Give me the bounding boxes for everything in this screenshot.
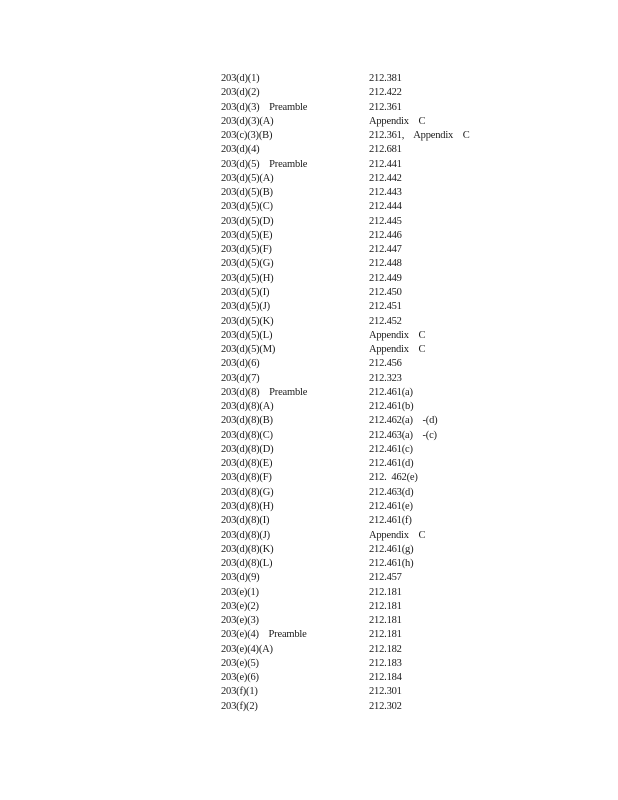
table-row	[221, 514, 521, 528]
statute-section-cell: 203(f)(2)	[221, 700, 258, 712]
table-row	[221, 386, 521, 400]
table-row	[221, 129, 521, 143]
regulation-section-cell: 212.361	[369, 101, 402, 113]
regulation-section-cell: 212.183	[369, 657, 402, 669]
statute-section-cell: 203(d)(5)(L)	[221, 329, 273, 341]
table-row	[221, 229, 521, 243]
table-row	[221, 586, 521, 600]
statute-section-cell: 203(d)(8)(F)	[221, 472, 272, 484]
regulation-section-cell: 212.448	[369, 258, 402, 270]
statute-section-cell: 203(d)(8)(K)	[221, 543, 274, 555]
regulation-section-cell: 212.447	[369, 244, 402, 256]
regulation-section-cell: 212.444	[369, 201, 402, 213]
statute-section-cell: 203(d)(8)(D)	[221, 443, 274, 455]
regulation-section-cell: 212.181	[369, 615, 402, 627]
statute-section-cell: 203(d)(5)(G)	[221, 258, 274, 270]
statute-section-cell: 203(d)(5)(C)	[221, 201, 273, 213]
statute-section-cell: 203(d)(6)	[221, 358, 260, 370]
statute-section-cell: 203(d)(5)(F)	[221, 244, 272, 256]
statute-section-cell: 203(d)(2)	[221, 87, 260, 99]
regulation-section-cell: 212.446	[369, 229, 402, 241]
statute-section-cell: 203(e)(4)(A)	[221, 643, 273, 655]
regulation-section-cell: 212.441	[369, 158, 402, 170]
regulation-section-cell: 212.451	[369, 301, 402, 313]
regulation-section-cell: 212.302	[369, 700, 402, 712]
table-row	[221, 86, 521, 100]
table-row	[221, 343, 521, 357]
regulation-section-cell: 212.461(f)	[369, 515, 412, 527]
table-row	[221, 486, 521, 500]
table-row	[221, 243, 521, 257]
regulation-section-cell: 212.301	[369, 686, 402, 698]
statute-section-cell: 203(d)(5)(B)	[221, 187, 273, 199]
table-row	[221, 272, 521, 286]
table-row	[221, 443, 521, 457]
statute-section-cell: 203(d)(8)(J)	[221, 529, 270, 541]
table-row	[221, 300, 521, 314]
statute-section-cell: 203(d)(5)(K)	[221, 315, 274, 327]
table-row	[221, 115, 521, 129]
table-row	[221, 643, 521, 657]
regulation-section-cell: 212.461(h)	[369, 558, 414, 570]
table-row	[221, 215, 521, 229]
table-row	[221, 600, 521, 614]
statute-section-cell: 203(d)(5)(M)	[221, 344, 276, 356]
cross-reference-table	[221, 72, 521, 714]
statute-section-cell: 203(d)(8)(B)	[221, 415, 273, 427]
table-row	[221, 614, 521, 628]
table-row	[221, 286, 521, 300]
table-row	[221, 200, 521, 214]
regulation-section-cell: 212.461(a)	[369, 386, 413, 398]
statute-section-cell: 203(d)(5)(H)	[221, 272, 274, 284]
statute-section-cell: 203(e)(5)	[221, 657, 259, 669]
table-row	[221, 557, 521, 571]
statute-section-cell: 203(d)(5)(D)	[221, 215, 274, 227]
statute-section-cell: 203(e)(1)	[221, 586, 259, 598]
regulation-section-cell: 212.461(c)	[369, 443, 413, 455]
statute-section-cell: 203(e)(4) Preamble	[221, 629, 307, 641]
statute-section-cell: 203(c)(3)(B)	[221, 130, 273, 142]
statute-section-cell: 203(f)(1)	[221, 686, 258, 698]
table-row	[221, 143, 521, 157]
table-row	[221, 500, 521, 514]
regulation-section-cell: 212.445	[369, 215, 402, 227]
statute-section-cell: 203(d)(4)	[221, 144, 260, 156]
statute-section-cell: 203(d)(8)(A)	[221, 401, 274, 413]
table-row	[221, 400, 521, 414]
regulation-section-cell: 212.461(d)	[369, 458, 414, 470]
table-row	[221, 414, 521, 428]
regulation-section-cell: 212.182	[369, 643, 402, 655]
regulation-section-cell: 212.361, Appendix C	[369, 130, 470, 142]
statute-section-cell: 203(d)(8)(H)	[221, 500, 274, 512]
statute-section-cell: 203(d)(8) Preamble	[221, 386, 308, 398]
regulation-section-cell: Appendix C	[369, 344, 426, 356]
statute-section-cell: 203(d)(5)(J)	[221, 301, 270, 313]
table-row	[221, 158, 521, 172]
statute-section-cell: 203(d)(5) Preamble	[221, 158, 308, 170]
statute-section-cell: 203(d)(1)	[221, 73, 260, 84]
regulation-section-cell: 212.443	[369, 187, 402, 199]
statute-section-cell: 203(d)(5)(A)	[221, 172, 274, 184]
regulation-section-cell: 212.461(b)	[369, 401, 414, 413]
regulation-section-cell: 212.452	[369, 315, 402, 327]
statute-section-cell: 203(d)(5)(E)	[221, 229, 273, 241]
statute-section-cell: 203(e)(2)	[221, 600, 259, 612]
table-row	[221, 529, 521, 543]
regulation-section-cell: 212.461(e)	[369, 500, 413, 512]
regulation-section-cell: Appendix C	[369, 329, 426, 341]
table-row	[221, 372, 521, 386]
table-row	[221, 685, 521, 699]
table-row	[221, 457, 521, 471]
regulation-section-cell: 212.181	[369, 600, 402, 612]
table-row	[221, 101, 521, 115]
table-row	[221, 172, 521, 186]
statute-section-cell: 203(d)(8)(G)	[221, 486, 274, 498]
regulation-section-cell: 212.422	[369, 87, 402, 99]
statute-section-cell: 203(d)(8)(C)	[221, 429, 273, 441]
regulation-section-cell: 212.323	[369, 372, 402, 384]
statute-section-cell: 203(d)(7)	[221, 372, 260, 384]
table-row	[221, 357, 521, 371]
table-row	[221, 315, 521, 329]
regulation-section-cell: 212.381	[369, 73, 402, 84]
regulation-section-cell: 212.462(a) -(d)	[369, 415, 438, 427]
table-row	[221, 628, 521, 642]
regulation-section-cell: 212.681	[369, 144, 402, 156]
statute-section-cell: 203(d)(3) Preamble	[221, 101, 308, 113]
regulation-section-cell: 212.463(d)	[369, 486, 414, 498]
table-row	[221, 571, 521, 585]
regulation-section-cell: 212. 462(e)	[369, 472, 418, 484]
regulation-section-cell: Appendix C	[369, 115, 426, 127]
statute-section-cell: 203(d)(3)(A)	[221, 115, 274, 127]
table-row	[221, 257, 521, 271]
regulation-section-cell: 212.449	[369, 272, 402, 284]
table-row	[221, 429, 521, 443]
table-row	[221, 186, 521, 200]
statute-section-cell: 203(e)(6)	[221, 672, 259, 684]
table-row	[221, 700, 521, 714]
regulation-section-cell: 212.450	[369, 286, 402, 298]
regulation-section-cell: 212.442	[369, 172, 402, 184]
regulation-section-cell: 212.463(a) -(c)	[369, 429, 437, 441]
regulation-section-cell: 212.457	[369, 572, 402, 584]
regulation-section-cell: 212.461(g)	[369, 543, 414, 555]
statute-section-cell: 203(d)(9)	[221, 572, 260, 584]
regulation-section-cell: 212.184	[369, 672, 402, 684]
regulation-section-cell: 212.181	[369, 586, 402, 598]
table-row	[221, 72, 521, 86]
table-row	[221, 671, 521, 685]
table-row	[221, 471, 521, 485]
statute-section-cell: 203(e)(3)	[221, 615, 259, 627]
regulation-section-cell: 212.456	[369, 358, 402, 370]
table-row	[221, 657, 521, 671]
statute-section-cell: 203(d)(5)(I)	[221, 286, 270, 298]
regulation-section-cell: Appendix C	[369, 529, 426, 541]
regulation-section-cell: 212.181	[369, 629, 402, 641]
statute-section-cell: 203(d)(8)(L)	[221, 558, 273, 570]
statute-section-cell: 203(d)(8)(E)	[221, 458, 273, 470]
statute-section-cell: 203(d)(8)(I)	[221, 515, 270, 527]
table-row	[221, 329, 521, 343]
table-row	[221, 543, 521, 557]
